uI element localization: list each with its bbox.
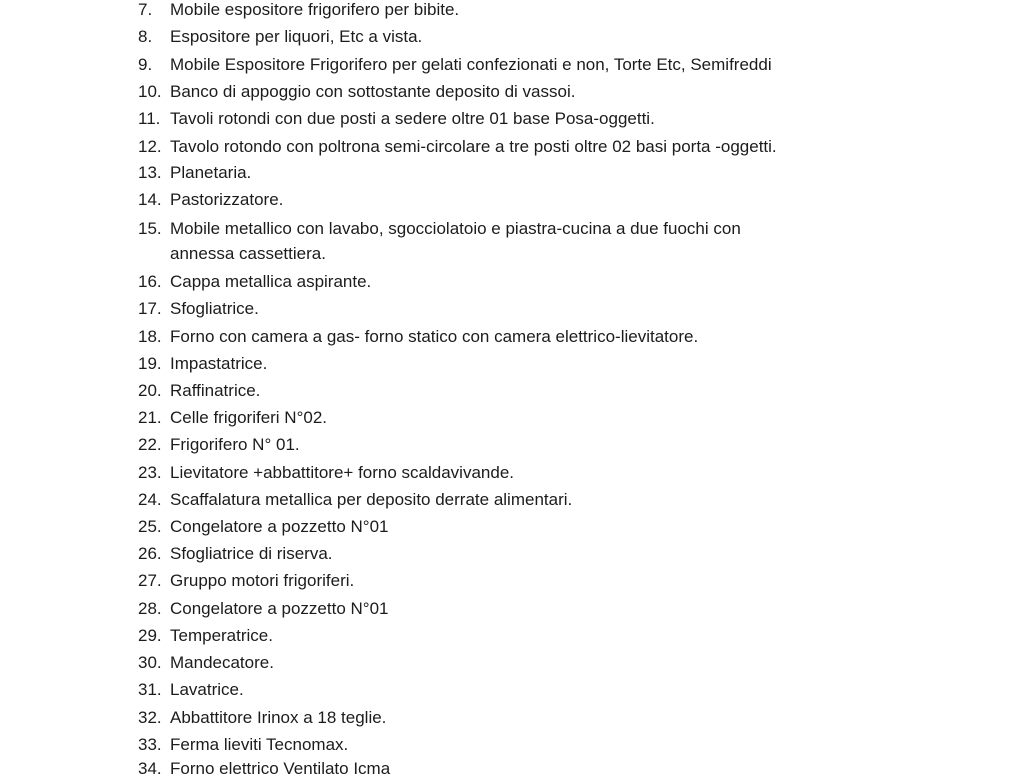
item-number: 31. xyxy=(138,680,162,699)
list-item xyxy=(138,732,938,757)
list-item xyxy=(138,514,938,539)
item-text: Gruppo motori frigoriferi. xyxy=(170,571,355,590)
item-text: Cappa metallica aspirante. xyxy=(170,272,372,291)
list-item xyxy=(138,677,938,702)
item-number: 34. xyxy=(138,759,162,778)
list-item xyxy=(138,187,938,212)
list-item xyxy=(138,351,938,376)
list-item xyxy=(138,216,938,266)
list-item xyxy=(138,705,938,730)
item-text: Congelatore a pozzetto N°01 xyxy=(170,517,389,536)
item-text: Tavolo rotondo con poltrona semi-circolare a tre posti oltre 02 basi porta -oggetti. xyxy=(170,137,777,156)
item-number: 27. xyxy=(138,571,162,590)
item-text: Forno con camera a gas- forno statico con camera elettrico-lievitatore. xyxy=(170,327,699,346)
item-text: Sfogliatrice. xyxy=(170,299,259,318)
item-number: 17. xyxy=(138,299,162,318)
item-number: 33. xyxy=(138,735,162,754)
item-number: 7. xyxy=(138,0,153,19)
item-number: 24. xyxy=(138,490,162,509)
item-number: 30. xyxy=(138,653,162,672)
item-text: Banco di appoggio con sottostante deposito di vassoi. xyxy=(170,82,576,101)
list-item xyxy=(138,596,938,621)
item-text-continuation: annessa cassettiera. xyxy=(170,244,326,263)
list-item xyxy=(138,460,938,485)
list-item xyxy=(138,568,938,593)
item-number: 13. xyxy=(138,163,162,182)
list-item xyxy=(138,269,938,294)
list-item xyxy=(138,134,938,159)
item-number: 15. xyxy=(138,219,162,238)
item-text: Mandecatore. xyxy=(170,653,274,672)
list-item xyxy=(138,24,938,49)
item-text: Abbattitore Irinox a 18 teglie. xyxy=(170,708,387,727)
item-text: Planetaria. xyxy=(170,163,252,182)
item-number: 26. xyxy=(138,544,162,563)
item-number: 29. xyxy=(138,626,162,645)
list-item xyxy=(138,324,938,349)
item-number: 20. xyxy=(138,381,162,400)
item-number: 18. xyxy=(138,327,162,346)
list-item xyxy=(138,405,938,430)
item-text: Congelatore a pozzetto N°01 xyxy=(170,599,389,618)
list-item xyxy=(138,106,938,131)
item-text: Tavoli rotondi con due posti a sedere oltre 01 base Posa-oggetti. xyxy=(170,109,655,128)
list-item xyxy=(138,160,938,185)
item-text: Mobile Espositore Frigorifero per gelati confezionati e non, Torte Etc, Semifreddi xyxy=(170,55,772,74)
list-item xyxy=(138,432,938,457)
item-text: Temperatrice. xyxy=(170,626,273,645)
list-item xyxy=(138,0,938,22)
item-number: 10. xyxy=(138,82,162,101)
item-number: 23. xyxy=(138,463,162,482)
item-text: Scaffalatura metallica per deposito derrate alimentari. xyxy=(170,490,573,509)
item-text: Mobile espositore frigorifero per bibite. xyxy=(170,0,460,19)
item-number: 21. xyxy=(138,408,162,427)
item-text: Mobile metallico con lavabo, sgocciolatoio e piastra-cucina a due fuochi con xyxy=(170,219,741,238)
item-text: Pastorizzatore. xyxy=(170,190,284,209)
item-number: 11. xyxy=(138,109,161,128)
item-text: Celle frigoriferi N°02. xyxy=(170,408,328,427)
list-item xyxy=(138,296,938,321)
item-number: 12. xyxy=(138,137,162,156)
item-number: 9. xyxy=(138,55,153,74)
item-number: 25. xyxy=(138,517,162,536)
item-number: 8. xyxy=(138,27,153,46)
list-item xyxy=(138,756,938,781)
item-number: 16. xyxy=(138,272,162,291)
item-text: Lavatrice. xyxy=(170,680,244,699)
item-number: 14. xyxy=(138,190,162,209)
list-item xyxy=(138,623,938,648)
list-item xyxy=(138,541,938,566)
item-text: Espositore per liquori, Etc a vista. xyxy=(170,27,423,46)
item-number: 28. xyxy=(138,599,162,618)
list-item xyxy=(138,378,938,403)
list-item xyxy=(138,487,938,512)
item-text: Lievitatore +abbattitore+ forno scaldavivande. xyxy=(170,463,515,482)
item-text: Sfogliatrice di riserva. xyxy=(170,544,333,563)
item-text: Frigorifero N° 01. xyxy=(170,435,300,454)
item-number: 22. xyxy=(138,435,162,454)
list-item xyxy=(138,79,938,104)
item-number: 32. xyxy=(138,708,162,727)
item-text: Raffinatrice. xyxy=(170,381,261,400)
item-text: Forno elettrico Ventilato Icma xyxy=(170,759,391,778)
item-number: 19. xyxy=(138,354,162,373)
list-item xyxy=(138,52,938,77)
list-item xyxy=(138,650,938,675)
item-text: Impastatrice. xyxy=(170,354,268,373)
item-text: Ferma lieviti Tecnomax. xyxy=(170,735,349,754)
